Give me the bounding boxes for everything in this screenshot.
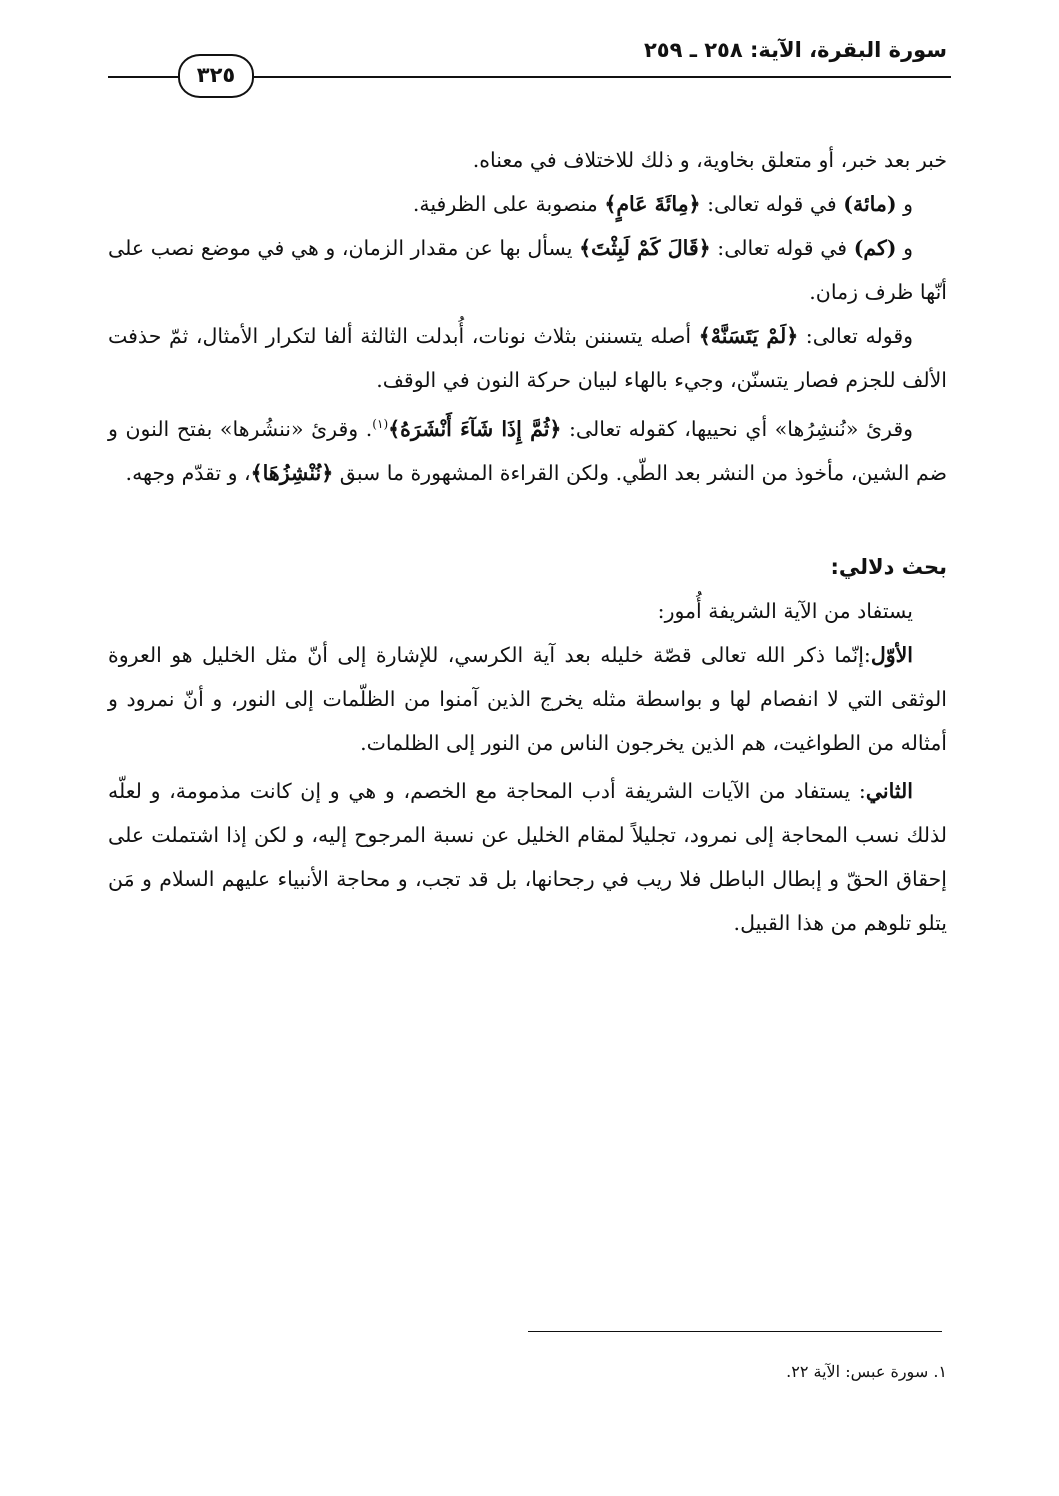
paragraph: الثاني: يستفاد من الآيات الشريفة أدب المحاجة مع الخصم، و هي و إن كانت مذمومة، و لعلّه لذلك نسب المحاجة إلى نمرود، تجليلاً لمقام الخليل عن نسبة المرجوح إليه، و لكن إذا اشتملت على إحقاق الحقّ و إبطال الباطل فلا ريب في رجحانها، بل قد تجب، و محاجة الأنبياء عليهم السلام و مَن يتلو تلوهم من هذا القبيل. bbox=[108, 778, 947, 935]
paragraph: يستفاد من الآية الشريفة أُمور: bbox=[657, 598, 913, 623]
term: (مائة) bbox=[843, 192, 897, 216]
quran-quote: ﴿مِائَةَ عَامٍ﴾ bbox=[604, 192, 701, 216]
quran-quote: ﴿لَمْ يَتَسَنَّهْ﴾ bbox=[698, 324, 799, 348]
section-heading: بحث دلالي: bbox=[830, 554, 947, 579]
paragraph: الأوّل:إنّما ذكر الله تعالى قصّة خليله بعد آية الكرسي، للإشارة إلى أنّ مثل الخليل هو العروة الوثقى التي لا انفصام لها و بواسطة مثله يخرج الذين آمنوا من الظلّمات إلى النور، و أنّ نمرود و أمثاله من الطواغيت، هم الذين يخرجون الناس من النور إلى الظلمات. bbox=[108, 642, 947, 755]
paragraph: وقرئ «نُنشِرُها» أي نحييها، كقوله تعالى: ﴿ثُمَّ إِذَا شَآءَ أَنْشَرَهُ﴾$^{(١)}$. وقرئ «ننشُرها» بفتح النون و ضم الشين، مأخوذ من النشر بعد الطّي. ولكن القراءة المشهورة ما سبق ﴿نُنْشِزُهَا﴾، و تقدّم وجهه. bbox=[108, 416, 947, 485]
quran-quote: ﴿ثُمَّ إِذَا شَآءَ أَنْشَرَهُ﴾ bbox=[388, 416, 562, 441]
point-label: الأوّل bbox=[870, 642, 913, 667]
footnote: ١. سورة عبس: الآية ٢٢. bbox=[786, 1362, 947, 1381]
page-number: ٣٢٥ bbox=[178, 54, 254, 98]
point-label: الثاني bbox=[865, 778, 913, 803]
running-title: سورة البقرة، الآية: ٢٥٨ ـ ٢٥٩ bbox=[643, 38, 947, 62]
footnote-rule bbox=[528, 1331, 942, 1332]
body-text bbox=[108, 138, 947, 945]
spacer bbox=[108, 495, 947, 537]
paragraph: خبر بعد خبر، أو متعلق بخاوية، و ذلك للاختلاف في معناه. bbox=[472, 148, 947, 172]
quran-quote: ﴿قَالَ كَمْ لَبِثْتَ﴾ bbox=[579, 236, 711, 260]
paragraph: و (مائة) في قوله تعالى: ﴿مِائَةَ عَامٍ﴾ منصوبة على الظرفية. bbox=[412, 192, 913, 216]
quran-quote: ﴿نُنْشِزُهَا﴾ bbox=[250, 460, 334, 485]
paragraph: وقوله تعالى: ﴿لَمْ يَتَسَنَّهْ﴾ أصله يتسننن بثلاث نونات، أُبدلت الثالثة ألفا لتكرار الأمثال، ثمّ حذفت الألف للجزم فصار يتسنّن، وجيء بالهاء لبيان حركة النون في الوقف. bbox=[108, 324, 947, 392]
footnote-ref: (١) bbox=[372, 417, 389, 431]
paragraph: و (كم) في قوله تعالى: ﴿قَالَ كَمْ لَبِثْتَ﴾ يسأل بها عن مقدار الزمان، و هي في موضع نصب على أنّها ظرف زمان. bbox=[108, 236, 947, 304]
term: (كم) bbox=[853, 236, 897, 260]
